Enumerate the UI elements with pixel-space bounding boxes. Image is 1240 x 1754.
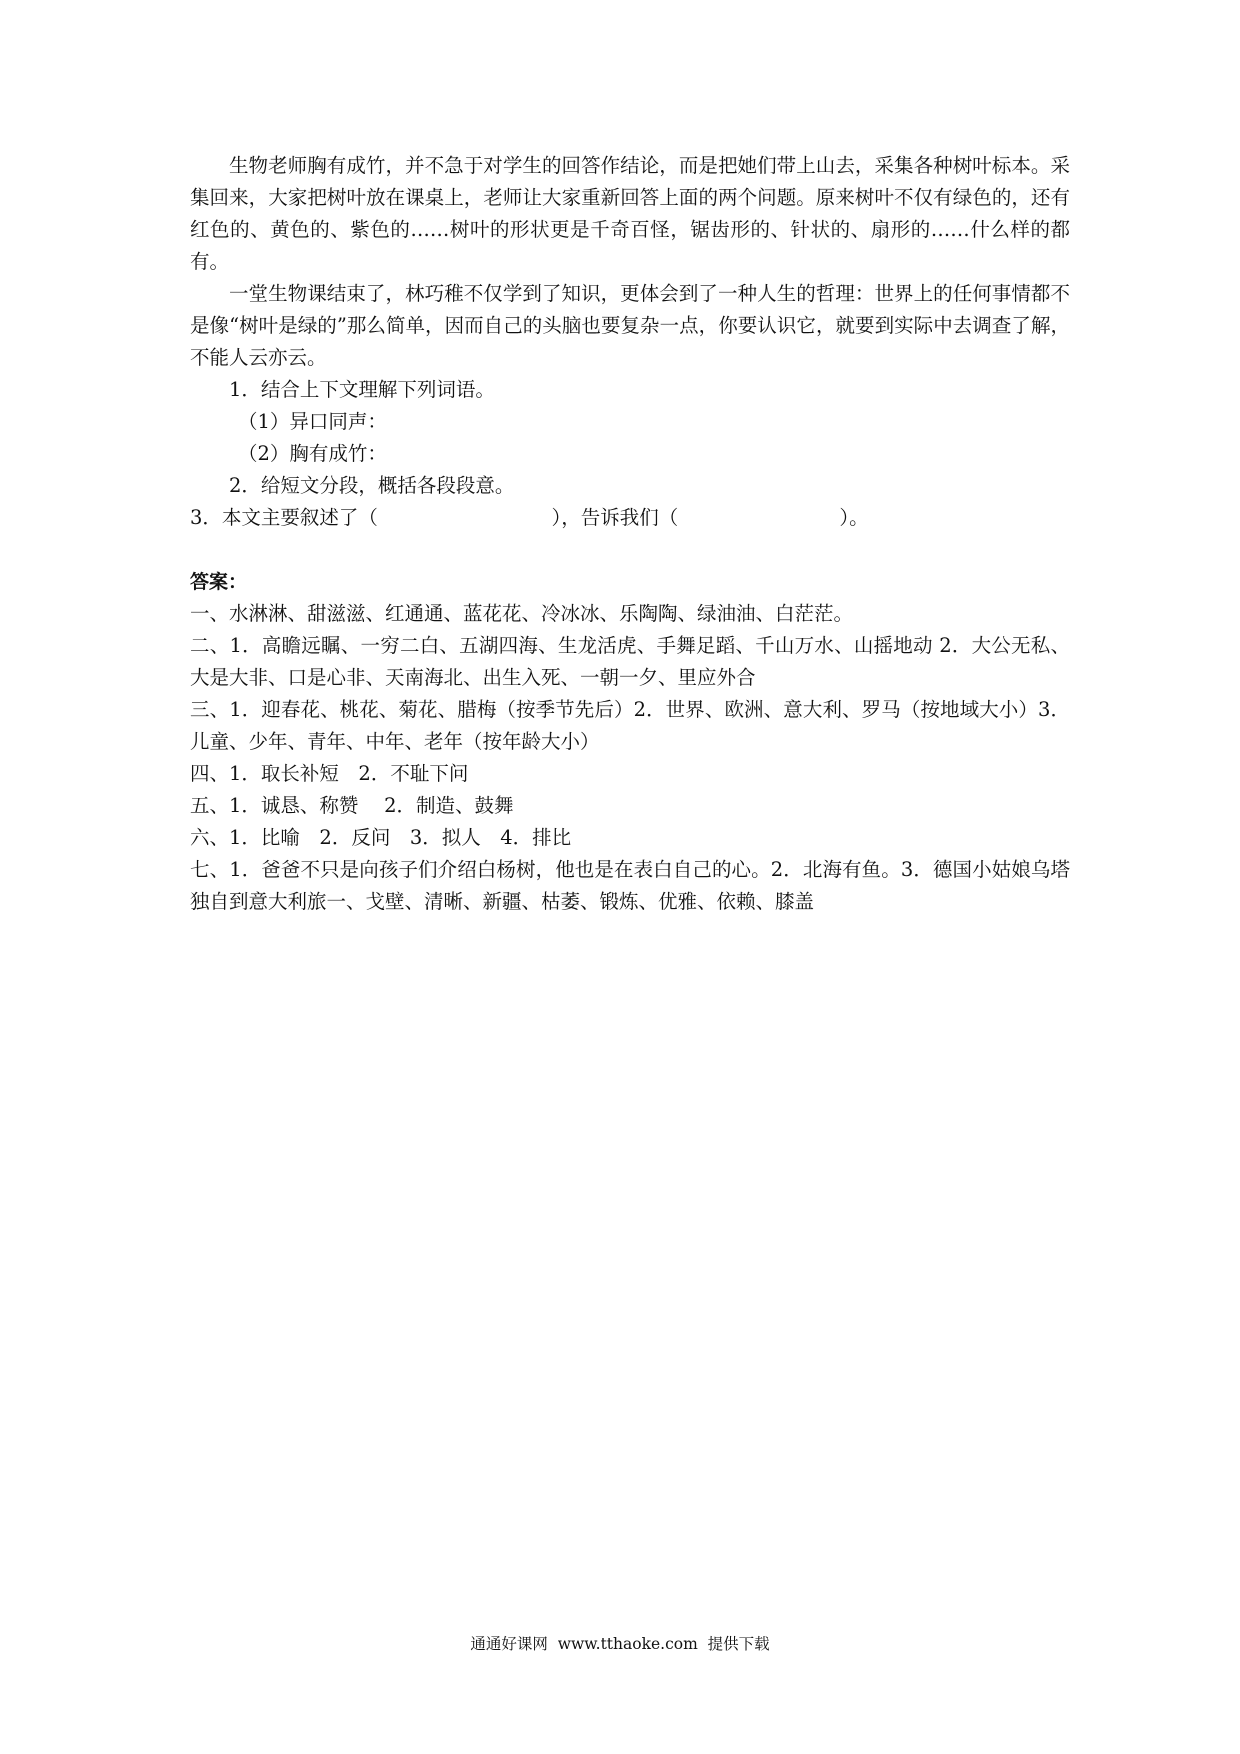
footer-site-name: 通通好课网 xyxy=(470,1635,548,1653)
answer-line-5: 五、1．诚恳、称赞 2．制造、鼓舞 xyxy=(190,794,514,817)
spacer xyxy=(190,534,1070,566)
question-3: 3．本文主要叙述了（ ），告诉我们（ ）。 xyxy=(190,506,869,529)
question-1-item-1: （1）异口同声： xyxy=(238,410,387,433)
question-2: 2．给短文分段，概括各段段意。 xyxy=(229,474,515,497)
page-footer xyxy=(0,1632,1240,1654)
answer-line-6: 六、1．比喻 2．反问 3．拟人 4．排比 xyxy=(190,826,572,849)
footer-url[interactable]: www.tthaoke.com xyxy=(557,1635,698,1653)
page-content xyxy=(190,150,1070,918)
question-1-item-2: （2）胸有成竹： xyxy=(238,442,387,465)
answers-title: 答案： xyxy=(190,571,248,593)
answer-line-1: 一、水淋淋、甜滋滋、红通通、蓝花花、冷冰冰、乐陶陶、绿油油、白茫茫。 xyxy=(190,602,854,625)
question-1: 1．结合上下文理解下列词语。 xyxy=(229,378,495,401)
answer-line-4: 四、1．取长补短 2．不耻下问 xyxy=(190,762,469,785)
answer-line-7: 七、1．爸爸不只是向孩子们介绍白杨树，他也是在表白自己的心。2．北海有鱼。3．德国小姑娘乌塔独自到意大利旅一、戈壁、清晰、新疆、枯萎、锻炼、优雅、依赖、膝盖 xyxy=(190,858,1070,913)
answer-line-2: 二、1．高瞻远瞩、一穷二白、五湖四海、生龙活虎、手舞足蹈、千山万水、山摇地动 2．大公无私、大是大非、口是心非、天南海北、出生入死、一朝一夕、里应外合 xyxy=(190,634,1070,689)
passage-paragraph-1: 生物老师胸有成竹，并不急于对学生的回答作结论，而是把她们带上山去，采集各种树叶标本。采集回来，大家把树叶放在课桌上，老师让大家重新回答上面的两个问题。原来树叶不仅有绿色的，还有红色的、黄色的、紫色的……树叶的形状更是千奇百怪，锯齿形的、针状的、扇形的……什么样的都有。 xyxy=(190,154,1070,273)
answer-line-3: 三、1．迎春花、桃花、菊花、腊梅（按季节先后）2．世界、欧洲、意大利、罗马（按地域大小）3．儿童、少年、青年、中年、老年（按年龄大小） xyxy=(190,698,1070,753)
footer-suffix: 提供下载 xyxy=(707,1635,770,1653)
passage-paragraph-2: 一堂生物课结束了，林巧稚不仅学到了知识，更体会到了一种人生的哲理：世界上的任何事情都不是像“树叶是绿的”那么简单，因而自己的头脑也要复杂一点，你要认识它，就要到实际中去调查了解，不能人云亦云。 xyxy=(190,282,1070,369)
